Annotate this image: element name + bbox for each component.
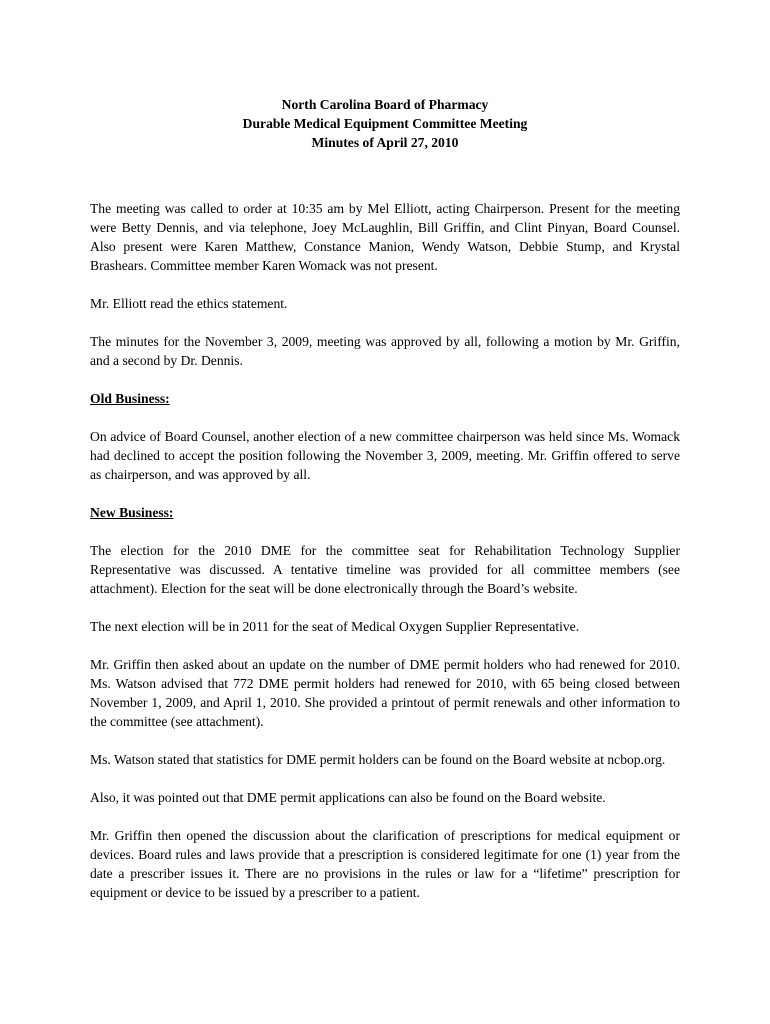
- paragraph: The meeting was called to order at 10:35 am by Mel Elliott, acting Chairperson. Present for the meeting were Betty Dennis, and via telephone, Joey McLaughlin, Bill Griffin, and Clint Pinyan, Board Counsel. Also present were Karen Matthew, Constance Manion, Wendy Watson, Debbie Stump, and Krystal Brashears. Committee member Karen Womack was not present.: [90, 201, 680, 273]
- section-heading: New Business:: [90, 505, 174, 520]
- title-line-3: Minutes of April 27, 2010: [311, 135, 459, 150]
- paragraph: Mr. Elliott read the ethics statement.: [90, 296, 288, 311]
- paragraph: On advice of Board Counsel, another election of a new committee chairperson was held since Ms. Womack had declined to accept the position following the November 3, 2009, meeting. Mr. Griffin offered to serve as chairperson, and was approved by all.: [90, 429, 680, 482]
- document-body: [90, 199, 680, 902]
- paragraph: Also, it was pointed out that DME permit applications can also be found on the Board website.: [90, 790, 606, 805]
- title-line-2: Durable Medical Equipment Committee Meeting: [242, 116, 528, 131]
- paragraph: Ms. Watson stated that statistics for DME permit holders can be found on the Board website at ncbop.org.: [90, 752, 666, 767]
- paragraph: Mr. Griffin then opened the discussion about the clarification of prescriptions for medical equipment or devices. Board rules and laws provide that a prescription is considered legitimate for one (1) year from the date a prescriber issues it. There are no provisions in the rules or law for a “lifetime” prescription for equipment or device to be issued by a prescriber to a patient.: [90, 828, 680, 900]
- document-title: [90, 95, 680, 152]
- title-line-1: North Carolina Board of Pharmacy: [281, 97, 489, 112]
- section-heading: Old Business:: [90, 391, 170, 406]
- paragraph: Mr. Griffin then asked about an update on the number of DME permit holders who had renewed for 2010. Ms. Watson advised that 772 DME permit holders had renewed for 2010, with 65 being closed between November 1, 2009, and April 1, 2010. She provided a printout of permit renewals and other information to the committee (see attachment).: [90, 657, 680, 729]
- paragraph: The next election will be in 2011 for the seat of Medical Oxygen Supplier Representative.: [90, 619, 580, 634]
- paragraph: The minutes for the November 3, 2009, meeting was approved by all, following a motion by Mr. Griffin, and a second by Dr. Dennis.: [90, 334, 680, 368]
- paragraph: The election for the 2010 DME for the committee seat for Rehabilitation Technology Supplier Representative was discussed. A tentative timeline was provided for all committee members (see attachment). Election for the seat will be done electronically through the Board’s website.: [90, 543, 680, 596]
